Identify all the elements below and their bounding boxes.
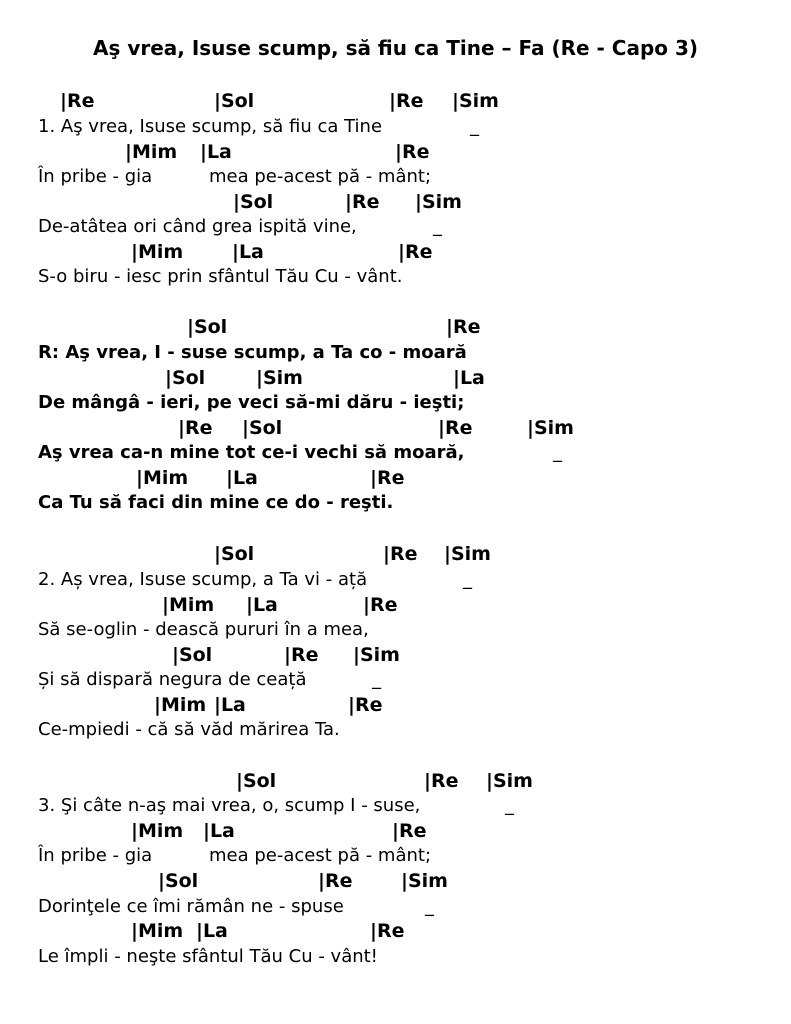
- chord: |Sol: [187, 316, 228, 338]
- chord: |Re: [348, 694, 383, 716]
- lyric-line: Să se-oglin - dească pururi în a mea,: [38, 619, 369, 640]
- chord: |Re: [284, 644, 319, 666]
- lyric-underscore: _: [553, 442, 562, 463]
- lyric-line: S-o biru - iesc prin sfântul Tău Cu - vânt.: [38, 266, 403, 287]
- lyric-underscore: _: [505, 795, 514, 816]
- chord: |Sol: [214, 90, 255, 112]
- chord: |La: [232, 241, 264, 263]
- chord: |Re: [363, 594, 398, 616]
- lyric-underscore: _: [463, 569, 472, 590]
- lyric-line: 1. Aş vrea, Isuse scump, să fiu ca Tine: [38, 116, 383, 137]
- chord: |La: [214, 694, 246, 716]
- chord: |Mim: [131, 820, 184, 842]
- chord: |Sim: [486, 770, 533, 792]
- chord: |Sol: [236, 770, 277, 792]
- chord: |Mim: [131, 920, 184, 942]
- refrain-line: Ca Tu să faci din mine ce do - reşti.: [38, 492, 394, 513]
- chord: |Re: [398, 241, 433, 263]
- lyric-line: Le împli - neşte sfântul Tău Cu - vânt!: [38, 946, 378, 967]
- chord: |Re: [438, 417, 473, 439]
- lyric-line: mea pe-acest pă - mânt;: [209, 166, 432, 187]
- lyric-line: 3. Şi câte n-aş mai vrea, o, scump I - suse,: [38, 795, 421, 816]
- chord: |Re: [60, 90, 95, 112]
- chord: |Sol: [242, 417, 283, 439]
- chord: |La: [196, 920, 228, 942]
- chord: |Sim: [256, 367, 303, 389]
- lyric-underscore: _: [470, 116, 479, 137]
- chord: |Re: [424, 770, 459, 792]
- chord: |La: [453, 367, 485, 389]
- chord: |Re: [345, 191, 380, 213]
- chord: |Sim: [401, 870, 448, 892]
- chord: |Re: [318, 870, 353, 892]
- chord: |Mim: [154, 694, 207, 716]
- lyric-underscore: _: [372, 669, 381, 690]
- chord: |Mim: [125, 141, 178, 163]
- lyric-line: mea pe-acest pă - mânt;: [209, 845, 432, 866]
- chord: |Sol: [172, 644, 213, 666]
- chord: |Mim: [136, 467, 189, 489]
- chord: |Sol: [158, 870, 199, 892]
- chord: |Re: [178, 417, 213, 439]
- song-title: Aş vrea, Isuse scump, să fiu ca Tine – Fa (Re - Capo 3): [92, 36, 699, 60]
- refrain-line: De mângâ - ieri, pe veci să-mi dăru - ieşti;: [38, 392, 465, 413]
- chord: |Sol: [214, 543, 255, 565]
- refrain-line: Aş vrea ca-n mine tot ce-i vechi să moară,: [38, 442, 465, 463]
- chord: |Sol: [233, 191, 274, 213]
- chord: |Sim: [444, 543, 491, 565]
- lyric-line: Dorinţele ce îmi rămân ne - spuse: [38, 896, 344, 917]
- chord: |Mim: [162, 594, 215, 616]
- lyric-underscore: _: [425, 896, 434, 917]
- chord: |Re: [383, 543, 418, 565]
- chord: |Sim: [353, 644, 400, 666]
- chord: |Re: [446, 316, 481, 338]
- chord: |La: [246, 594, 278, 616]
- lyric-line: 2. Aș vrea, Isuse scump, a Ta vi - ață: [38, 569, 368, 590]
- chord: |Sim: [415, 191, 462, 213]
- chord: |Re: [389, 90, 424, 112]
- chord: |Mim: [131, 241, 184, 263]
- lyric-line: Și să dispară negura de ceață: [38, 669, 307, 690]
- lyric-line: Ce-mpiedi - că să văd mărirea Ta.: [38, 719, 340, 740]
- chord: |Re: [392, 820, 427, 842]
- lyric-line: În pribe - gia: [38, 845, 153, 866]
- chord: |Re: [370, 920, 405, 942]
- lyric-underscore: _: [433, 216, 442, 237]
- lyric-line: De-atâtea ori când grea ispită vine,: [38, 216, 357, 237]
- chord: |La: [203, 820, 235, 842]
- refrain-line: R: Aş vrea, I - suse scump, a Ta co - moară: [38, 342, 467, 363]
- chord: |La: [226, 467, 258, 489]
- chord: |Re: [395, 141, 430, 163]
- chord: |Re: [370, 467, 405, 489]
- lyric-line: În pribe - gia: [38, 166, 153, 187]
- chord: |Sol: [165, 367, 206, 389]
- chord: |Sim: [452, 90, 499, 112]
- chord: |La: [200, 141, 232, 163]
- chord: |Sim: [527, 417, 574, 439]
